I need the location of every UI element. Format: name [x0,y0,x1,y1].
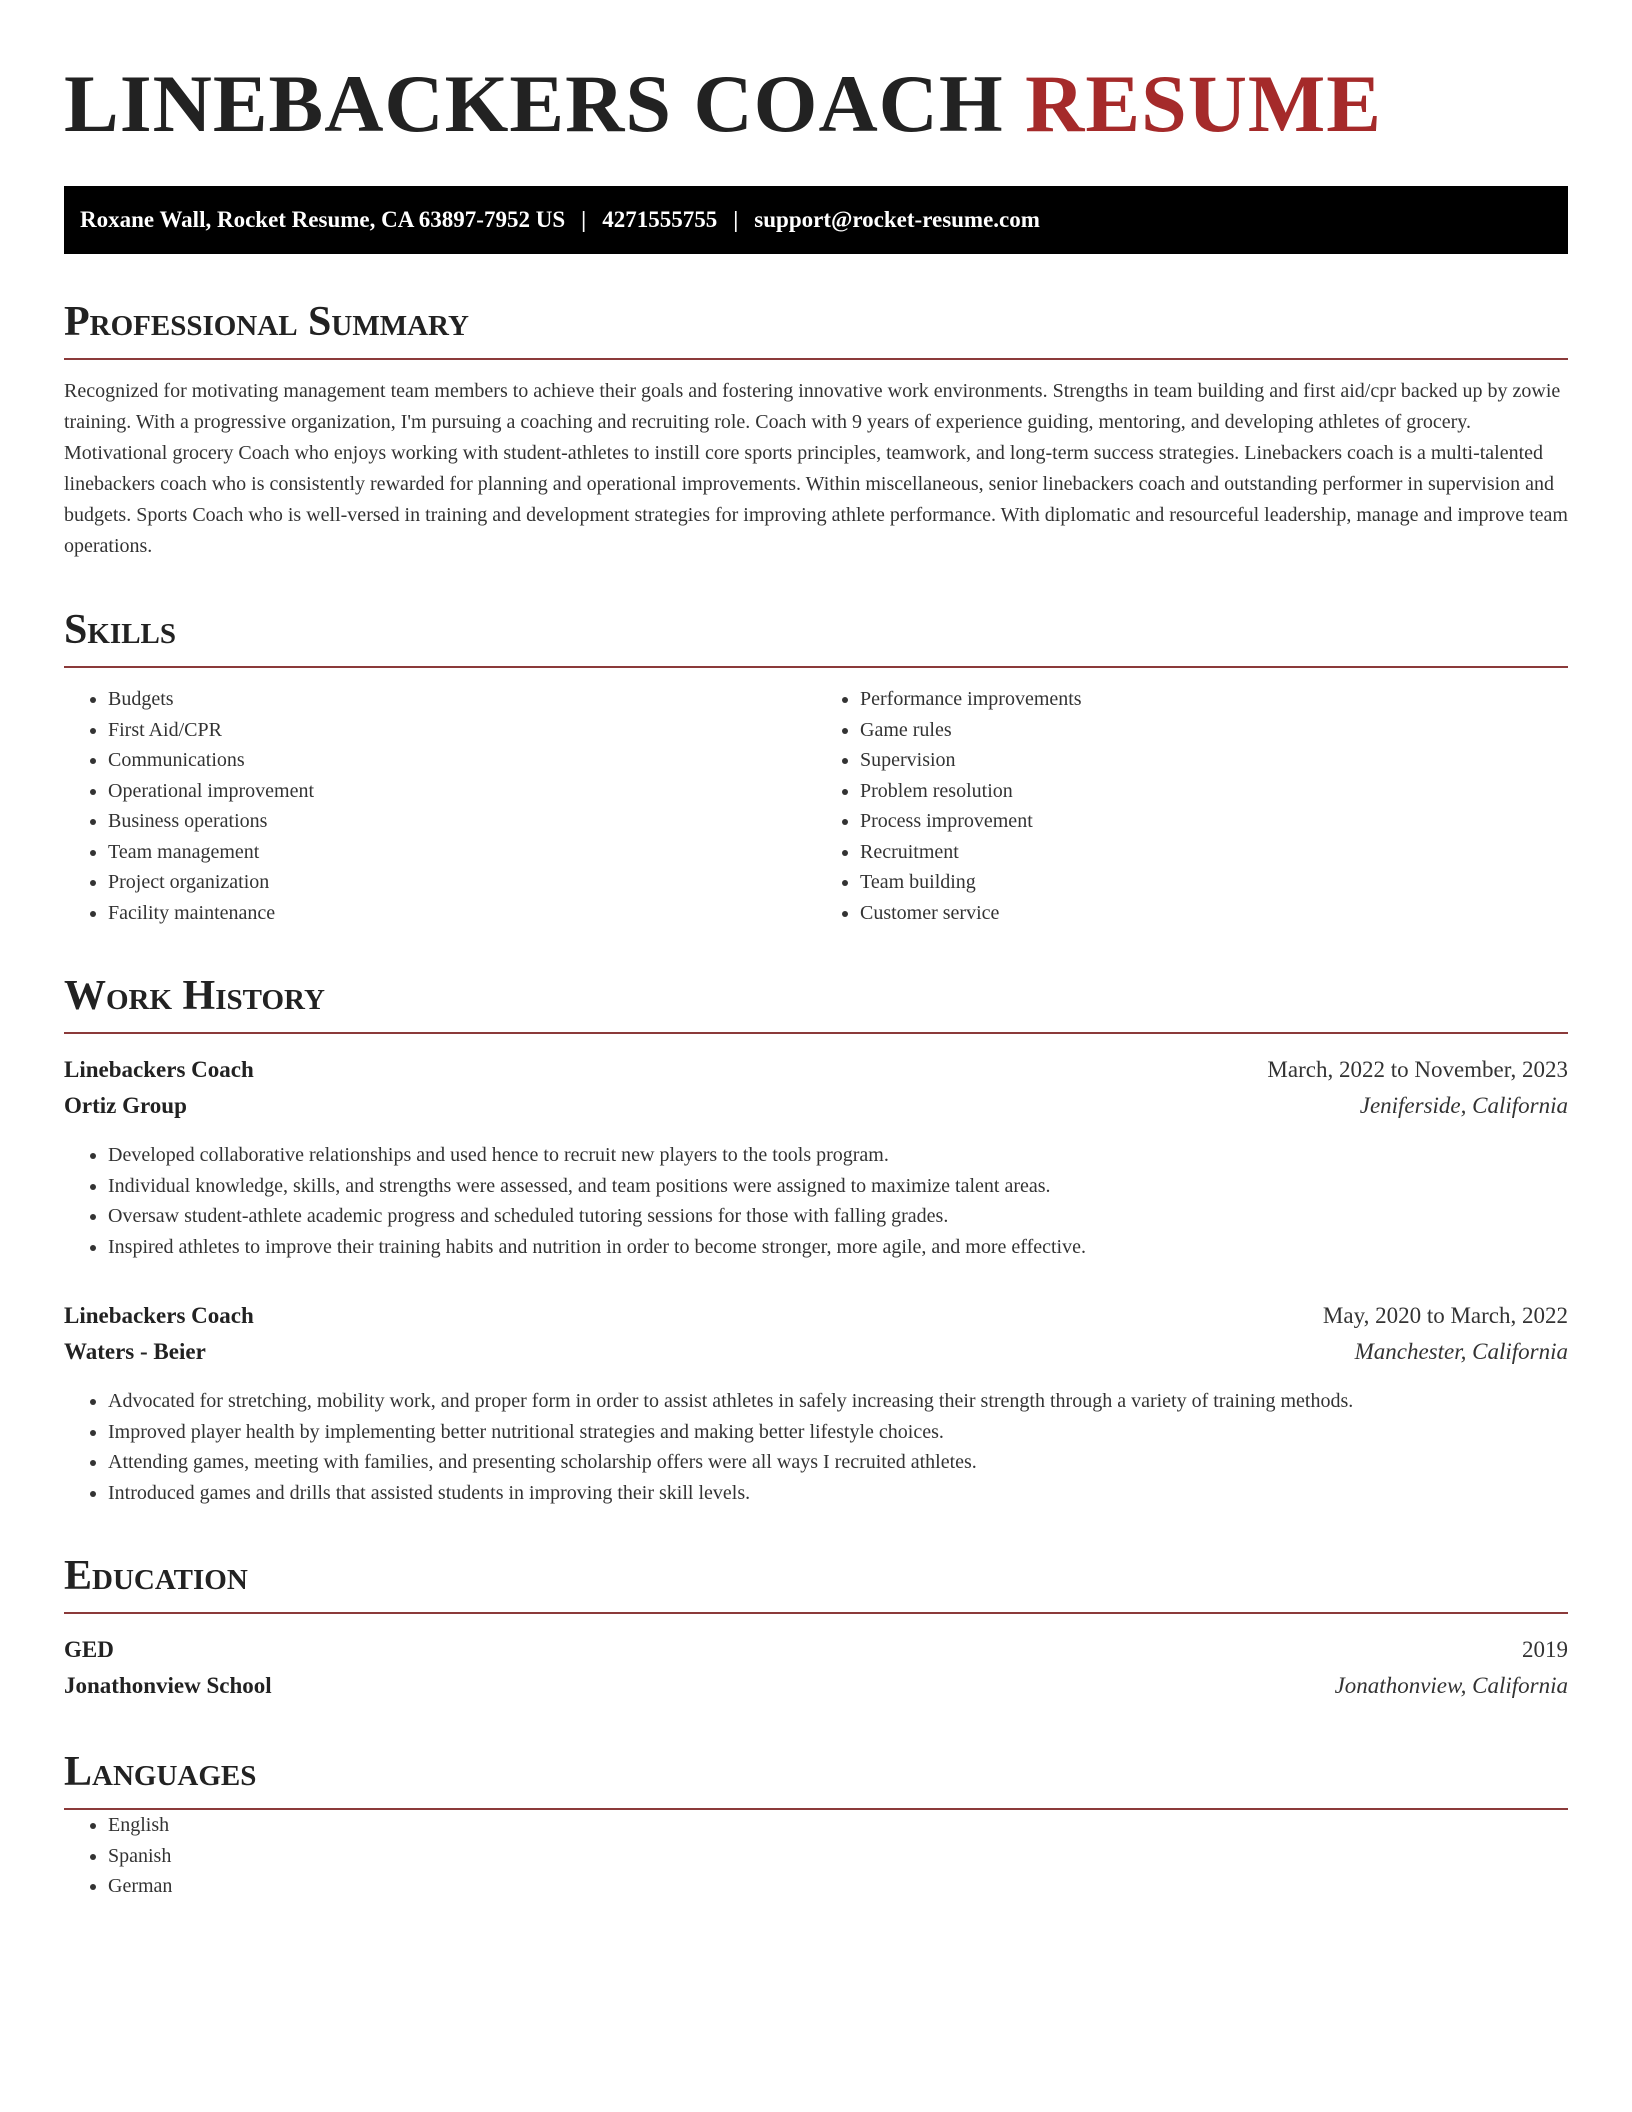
job-bullet: • Oversaw student-athlete academic progress and scheduled tutoring sessions for those with falling grades. [108,1201,1568,1232]
skill-item: • Project organization [108,867,816,898]
skill-item: • Supervision [860,745,1568,776]
skill-item: • Problem resolution [860,776,1568,807]
skill-item: • Game rules [860,715,1568,746]
contact-separator: | [581,207,587,232]
skill-item: • Facility maintenance [108,898,816,929]
skill-item: • Process improvement [860,806,1568,837]
education-degree-row [64,1632,1568,1668]
education-school-row [64,1668,1568,1704]
education-year: 2019 [1522,1637,1568,1662]
job-title: Linebackers Coach [64,1303,254,1328]
contact-address: Roxane Wall, Rocket Resume, CA 63897-7952 US [80,207,566,232]
contact-phone[interactable]: 4271555755 [602,207,718,232]
resume-title [64,56,1568,152]
education-section [64,1552,1568,1704]
language-item: • English [108,1810,1568,1841]
job-company: Waters - Beier [64,1339,206,1364]
languages-list [64,1810,1568,1902]
job-dates: May, 2020 to March, 2022 [1322,1303,1568,1328]
education-entry [64,1632,1568,1704]
skills-columns [64,684,1568,928]
summary-text: Recognized for motivating management team members to achieve their goals and fostering innovative work environments. Strengths in team building and first aid/cpr backed up by zowie training. With a progressive organization, I'm pursuing a coaching and recruiting role. Coach with 9 years of experience guiding, mentoring, and developing athletes of grocery. Motivational grocery Coach who enjoys working with student-athletes to instill core sports principles, teamwork, and long-term success strategies. Linebackers coach is a multi-talented linebackers coach who is consistently rewarded for planning and operational improvements. Within miscellaneous, senior linebackers coach and outstanding performer in supervision and budgets. Sports Coach who is well-versed in training and development strategies for improving athlete performance. With diplomatic and resourceful leadership, manage and improve team operations. [64,380,1568,557]
section-heading: Skills [64,606,1568,668]
section-heading: Work History [64,972,1568,1034]
summary-section [64,298,1568,562]
skills-list-right [816,684,1568,928]
education-location: Jonathonview, California [1334,1673,1568,1698]
languages-section [64,1748,1568,1902]
section-heading: Languages [64,1748,1568,1810]
skills-list-left [64,684,816,928]
job-bullet: • Attending games, meeting with families, and presenting scholarship offers were all ways I recruited athletes. [108,1447,1568,1478]
skill-item: • Performance improvements [860,684,1568,715]
education-school: Jonathonview School [64,1673,272,1698]
skill-item: • First Aid/CPR [108,715,816,746]
skill-item: • Business operations [108,806,816,837]
skill-item: • Team building [860,867,1568,898]
job-bullet: • Improved player health by implementing better nutritional strategies and making better lifestyle choices. [108,1417,1568,1448]
skill-item: • Customer service [860,898,1568,929]
job-bullet: • Individual knowledge, skills, and strengths were assessed, and team positions were assigned to maximize talent areas. [108,1171,1568,1202]
skill-item: • Recruitment [860,837,1568,868]
contact-email[interactable]: support@rocket-resume.com [754,207,1040,232]
education-degree: GED [64,1637,114,1662]
skill-item: • Budgets [108,684,816,715]
job-company-row [64,1334,1568,1370]
job-header-row [64,1052,1568,1088]
skill-item: • Operational improvement [108,776,816,807]
language-item: • Spanish [108,1841,1568,1872]
skill-item: • Team management [108,837,816,868]
job-bullet: • Inspired athletes to improve their training habits and nutrition in order to become stronger, more agile, and more effective. [108,1232,1568,1263]
job-location: Jeniferside, California [1359,1093,1568,1118]
section-heading: Education [64,1552,1568,1614]
section-heading: Professional Summary [64,298,1568,360]
skills-section [64,606,1568,928]
title-main: LINEBACKERS COACH [64,58,1004,149]
job-location: Manchester, California [1354,1339,1568,1364]
job-bullets [64,1140,1568,1262]
contact-bar [64,186,1568,254]
job-dates: March, 2022 to November, 2023 [1267,1057,1568,1082]
job-company: Ortiz Group [64,1093,187,1118]
job-bullet: • Developed collaborative relationships and used hence to recruit new players to the tools program. [108,1140,1568,1171]
job-bullet: • Advocated for stretching, mobility work, and proper form in order to assist athletes in safely increasing their strength through a variety of training methods. [108,1386,1568,1417]
job-entry [64,1298,1568,1508]
title-accent: RESUME [1025,58,1382,149]
job-bullets [64,1386,1568,1508]
language-item: • German [108,1871,1568,1902]
skill-item: • Communications [108,745,816,776]
work-history-section [64,972,1568,1508]
job-entry [64,1052,1568,1262]
contact-separator: | [733,207,739,232]
job-title: Linebackers Coach [64,1057,254,1082]
job-bullet: • Introduced games and drills that assisted students in improving their skill levels. [108,1478,1568,1509]
job-company-row [64,1088,1568,1124]
job-header-row [64,1298,1568,1334]
